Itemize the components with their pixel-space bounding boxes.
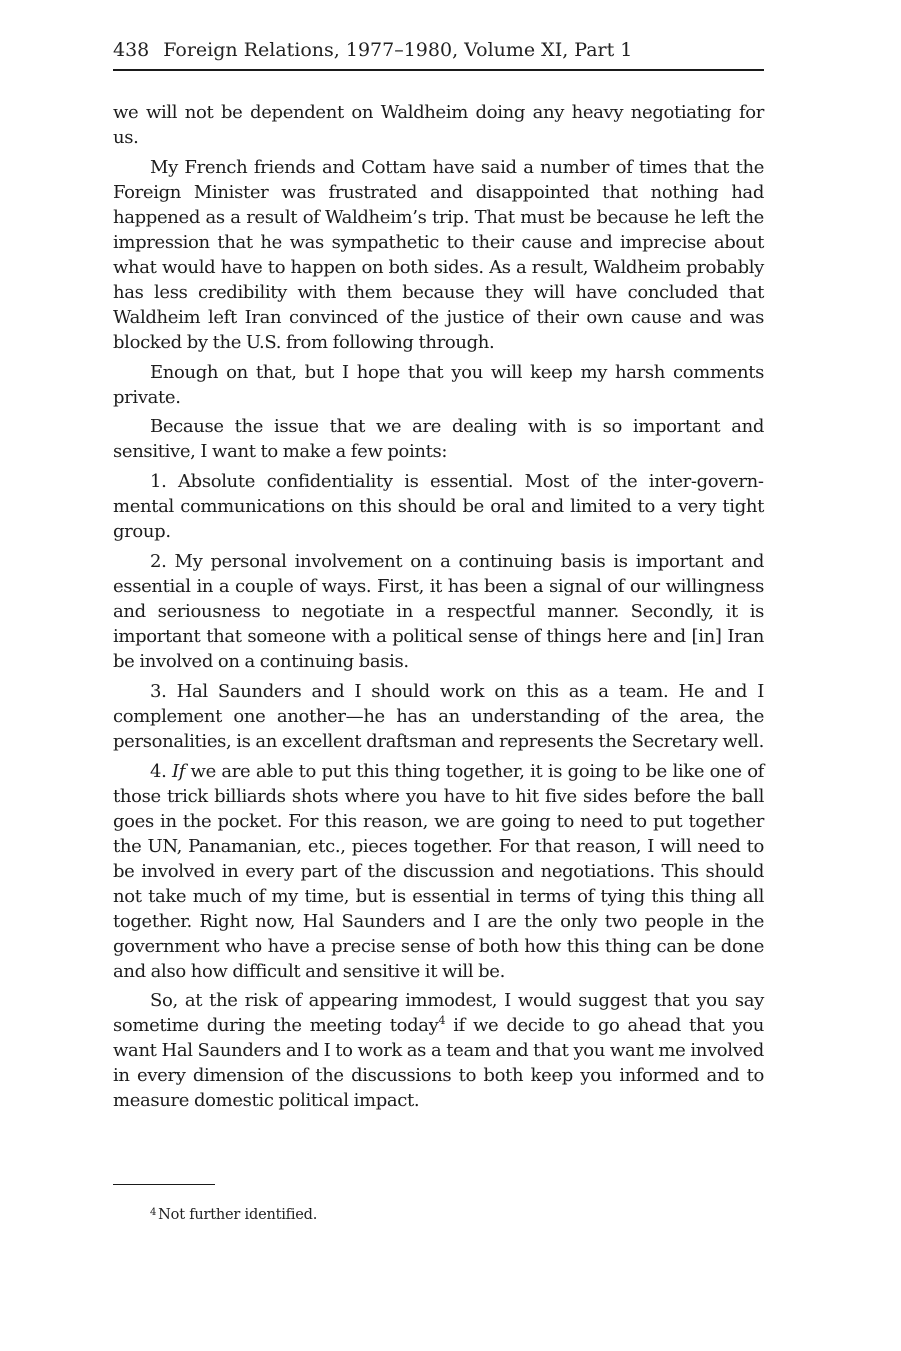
paragraph-continuation: we will not be dependent on Waldheim doing any heavy negotiating for us. <box>113 102 764 148</box>
paragraph-point-2: 2. My personal involvement on a continuing basis is important and essential in a couple of ways. First, it has been a signal of our willingness and seriousness to negotiate in a respectful manner. Secondly, it is important that someone with a political sense of things here and [in] Iran be involved on a continuing basis. <box>113 550 764 672</box>
closing-text-b: if we decide to go ahead that you want Hal Saunders and I to work as a team and that you want me involved in every dimension of the discussions to both keep you informed and to measure domestic political impact. <box>113 1015 765 1112</box>
footnote-marker: 4 <box>150 1207 157 1218</box>
body-text <box>113 100 764 1118</box>
running-header <box>113 37 764 63</box>
footnote-reference: 4 <box>438 1014 446 1028</box>
paragraph-french-friends: My French friends and Cottam have said a number of times that the Foreign Minister was frustrated and disappointed that nothing had happened as a result of Waldheim’s trip. That must be because he left the impression that he was sympathetic to their cause and imprecise about what would have to happen on both sides. As a result, Waldheim probably has less credibility with them because they will have concluded that Waldheim left Iran convinced of the justice of their own cause and was blocked by the U.S. from following through. <box>113 156 764 353</box>
point-4-number: 4. <box>150 760 172 782</box>
running-title: Foreign Relations, 1977–1980, Volume XI, Part 1 <box>163 39 633 61</box>
header-rule <box>113 69 764 71</box>
paragraph-point-3: 3. Hal Saunders and I should work on this as a team. He and I complement one another—he has an understanding of the area, the personalities, is an excellent draftsman and represents the Secretary well. <box>113 680 764 752</box>
footnote-rule <box>113 1184 215 1185</box>
paragraph-point-4 <box>113 759 764 984</box>
paragraph-closing <box>113 988 764 1113</box>
point-4-text: we are able to put this thing together, it is going to be like one of those trick billiards shots where you have to hit five sides before the ball goes in the pocket. For this reason, we are going to need to put together the UN, Panamanian, etc., pieces together. For that reason, I will need to be involved in every part of the discussion and negotiations. This should not take much of my time, but is essential in terms of tying this thing all together. Right now, Hal Saunders and I are the only two people in the government who have a precise sense of both how this thing can be done and also how difficult and sensitive it will be. <box>113 760 764 982</box>
paragraph-harsh-comments: Enough on that, but I hope that you will keep my harsh comments private. <box>113 361 764 408</box>
point-4-italic-word: If <box>171 760 186 782</box>
footnote-text: Not further identified. <box>158 1207 318 1223</box>
footnote <box>150 1204 764 1226</box>
paragraph-few-points: Because the issue that we are dealing with is so important and sensitive, I want to make a few points: <box>113 416 764 463</box>
closing-text-a: So, at the risk of appearing immodest, I would suggest that you say sometime during the meeting today <box>113 990 764 1037</box>
paragraph-point-1: 1. Absolute confidentiality is essential. Most of the inter-governmental communications on this should be oral and limited to a very tight group. <box>113 471 764 543</box>
page-number: 438 <box>113 39 150 61</box>
